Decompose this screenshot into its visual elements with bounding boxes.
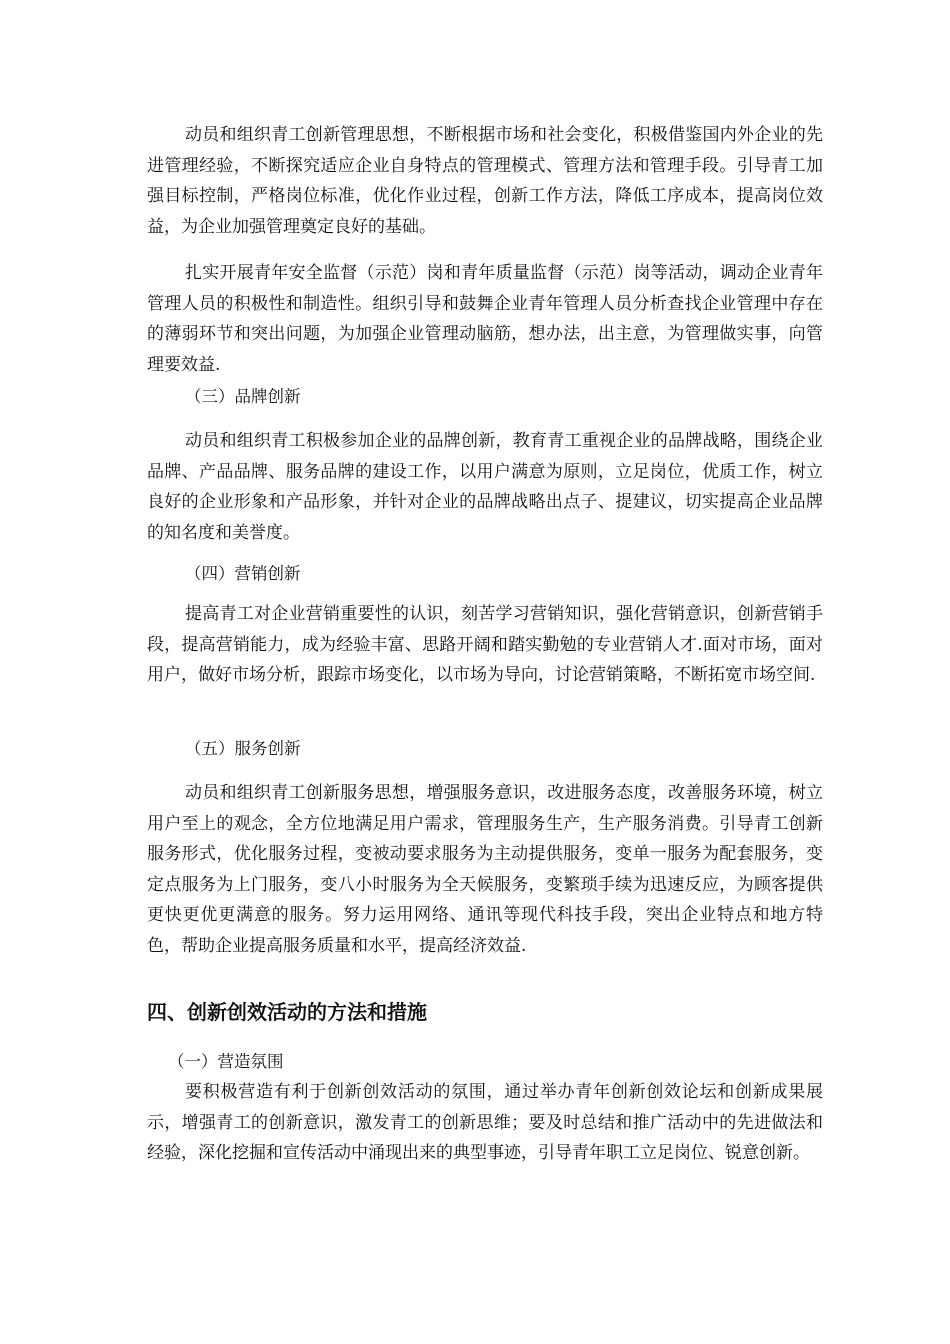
subheading-create-atmosphere: （一）营造氛围 xyxy=(168,1052,284,1071)
management-innovation-paragraph: 动员和组织青工创新管理思想，不断根据市场和社会变化，积极借鉴国内外企业的先进管理经验，不断探究适应企业自身特点的管理模式、管理方法和管理手段。引导青工加强目标控制，严格岗位标准，优化作业过程，创新工作方法，降低工序成本，提高岗位效益，为企业加强管理奠定良好的基础。 xyxy=(147,125,823,237)
subheading-brand-innovation: （三）品牌创新 xyxy=(185,387,301,406)
subheading-service-innovation: （五）服务创新 xyxy=(185,739,301,758)
subheading-marketing-innovation: （四）营销创新 xyxy=(185,564,301,583)
service-innovation-paragraph: 动员和组织青工创新服务思想，增强服务意识，改进服务态度，改善服务环境，树立用户至上的观念，全方位地满足用户需求，管理服务生产，生产服务消费。引导青工创新服务形式，优化服务过程，变被动要求服务为主动提供服务，变单一服务为配套服务，变定点服务为上门服务，变八小时服务为全天候服务，变繁琐手续为迅速反应，为顾客提供更快更优更满意的服务。努力运用网络、通讯等现代科技手段，突出企业特点和地方特色，帮助企业提高服务质量和水平，提高经济效益. xyxy=(147,783,823,956)
section-heading: 四、创新创效活动的方法和措施 xyxy=(147,1000,427,1024)
youth-supervision-paragraph: 扎实开展青年安全监督（示范）岗和青年质量监督（示范）岗等活动，调动企业青年管理人员的积极性和制造性。组织引导和鼓舞企业青年管理人员分析查找企业管理中存在的薄弱环节和突出问题，为加强企业管理动脑筋，想办法，出主意，为管理做实事，向管理要效益. xyxy=(147,263,823,375)
create-atmosphere-paragraph: 要积极营造有利于创新创效活动的氛围，通过举办青年创新创效论坛和创新成果展示，增强青工的创新意识，激发青工的创新思维；要及时总结和推广活动中的先进做法和经验，深化挖掘和宣传活动中涌现出来的典型事迹，引导青年职工立足岗位、锐意创新。 xyxy=(147,1082,823,1163)
marketing-innovation-paragraph: 提高青工对企业营销重要性的认识，刻苦学习营销知识，强化营销意识，创新营销手段，提高营销能力，成为经验丰富、思路开阔和踏实勤勉的专业营销人才.面对市场，面对用户，做好市场分析，跟踪市场变化，以市场为导向，讨论营销策略，不断拓宽市场空间. xyxy=(147,604,823,685)
brand-innovation-paragraph: 动员和组织青工积极参加企业的品牌创新，教育青工重视企业的品牌战略，围绕企业品牌、产品品牌、服务品牌的建设工作，以用户满意为原则，立足岗位，优质工作，树立良好的企业形象和产品形象，并针对企业的品牌战略出点子、提建议，切实提高企业品牌的知名度和美誉度。 xyxy=(147,431,823,543)
